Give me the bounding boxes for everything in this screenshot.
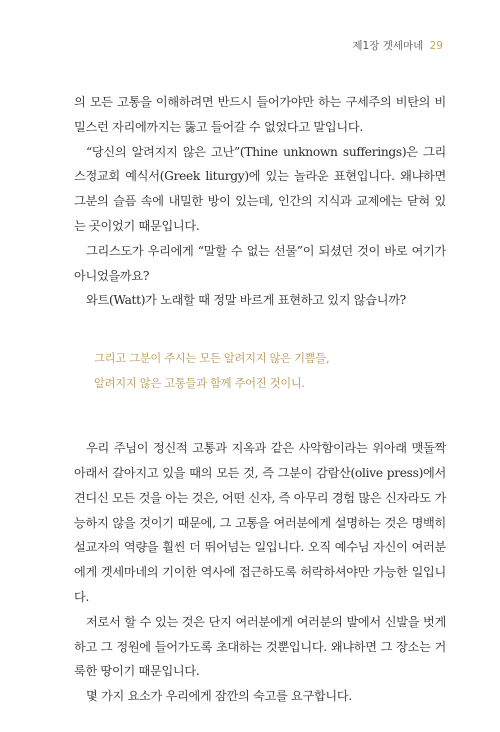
quote-line: 알려지지 않은 고통들과 함께 주어진 것이니. — [94, 376, 305, 390]
page-number: 29 — [429, 40, 443, 52]
paragraph: 우리 주님이 정신적 고통과 지옥과 같은 사악함이라는 위아래 맷돌짝 아래서 갈아지고 있을 때의 모든 것, 즉 그분이 감람산(olive press)에서 견디신 모든 것을 아는 것은, 어떤 신자, 즉 아무리 경험 많은 신자라도 가능하지 않을 것이기 때문에, 그 고통을 여러분에게 설명하는 것은 명백히 설교자의 역량을 훨씬 더 뛰어넘는 일입니다. 오직 예수님 자신이 여러분에게 겟세마네의 기이한 역사에 접근하도록 허락하셔야만 가능한 일입니다. — [74, 441, 446, 604]
paragraph: “당신의 알려지지 않은 고난”(Thine unknown sufferings)은 그리스정교회 예식서(Greek liturgy)에 있는 놀라운 표현입니다. 왜냐하면 그분의 슬픔 속에 내밀한 방이 있는데, 인간의 지식과 교제에는 닫혀 있는 곳이었기 때문입니다. — [74, 144, 446, 233]
page-body — [74, 90, 446, 709]
paragraph: 그리스도가 우리에게 “말할 수 없는 선물”이 되셨던 것이 바로 여기가 아니었을까요? — [74, 243, 446, 283]
paragraph: 저로서 할 수 있는 것은 단지 여러분에게 여러분의 발에서 신발을 벗게 하고 그 정원에 들어가도록 초대하는 것뿐입니다. 왜냐하면 그 장소는 거룩한 땅이기 때문입니다. — [74, 614, 446, 679]
quote-line: 그리고 그분이 주시는 모든 알려지지 않은 기쁨들, — [94, 352, 330, 366]
poem-quote — [94, 347, 446, 396]
running-header — [352, 38, 443, 53]
chapter-title: 제1장 겟세마네 — [352, 40, 424, 52]
paragraph: 와트(Watt)가 노래할 때 정말 바르게 표현하고 있지 않습니까? — [86, 293, 406, 308]
paragraph: 몇 가지 요소가 우리에게 잠깐의 숙고를 요구합니다. — [86, 689, 352, 704]
paragraph: 의 모든 고통을 이해하려면 반드시 들어가야만 하는 구세주의 비탄의 비밀스런 자리에까지는 뚫고 들어갈 수 없었다고 말입니다. — [74, 95, 446, 134]
